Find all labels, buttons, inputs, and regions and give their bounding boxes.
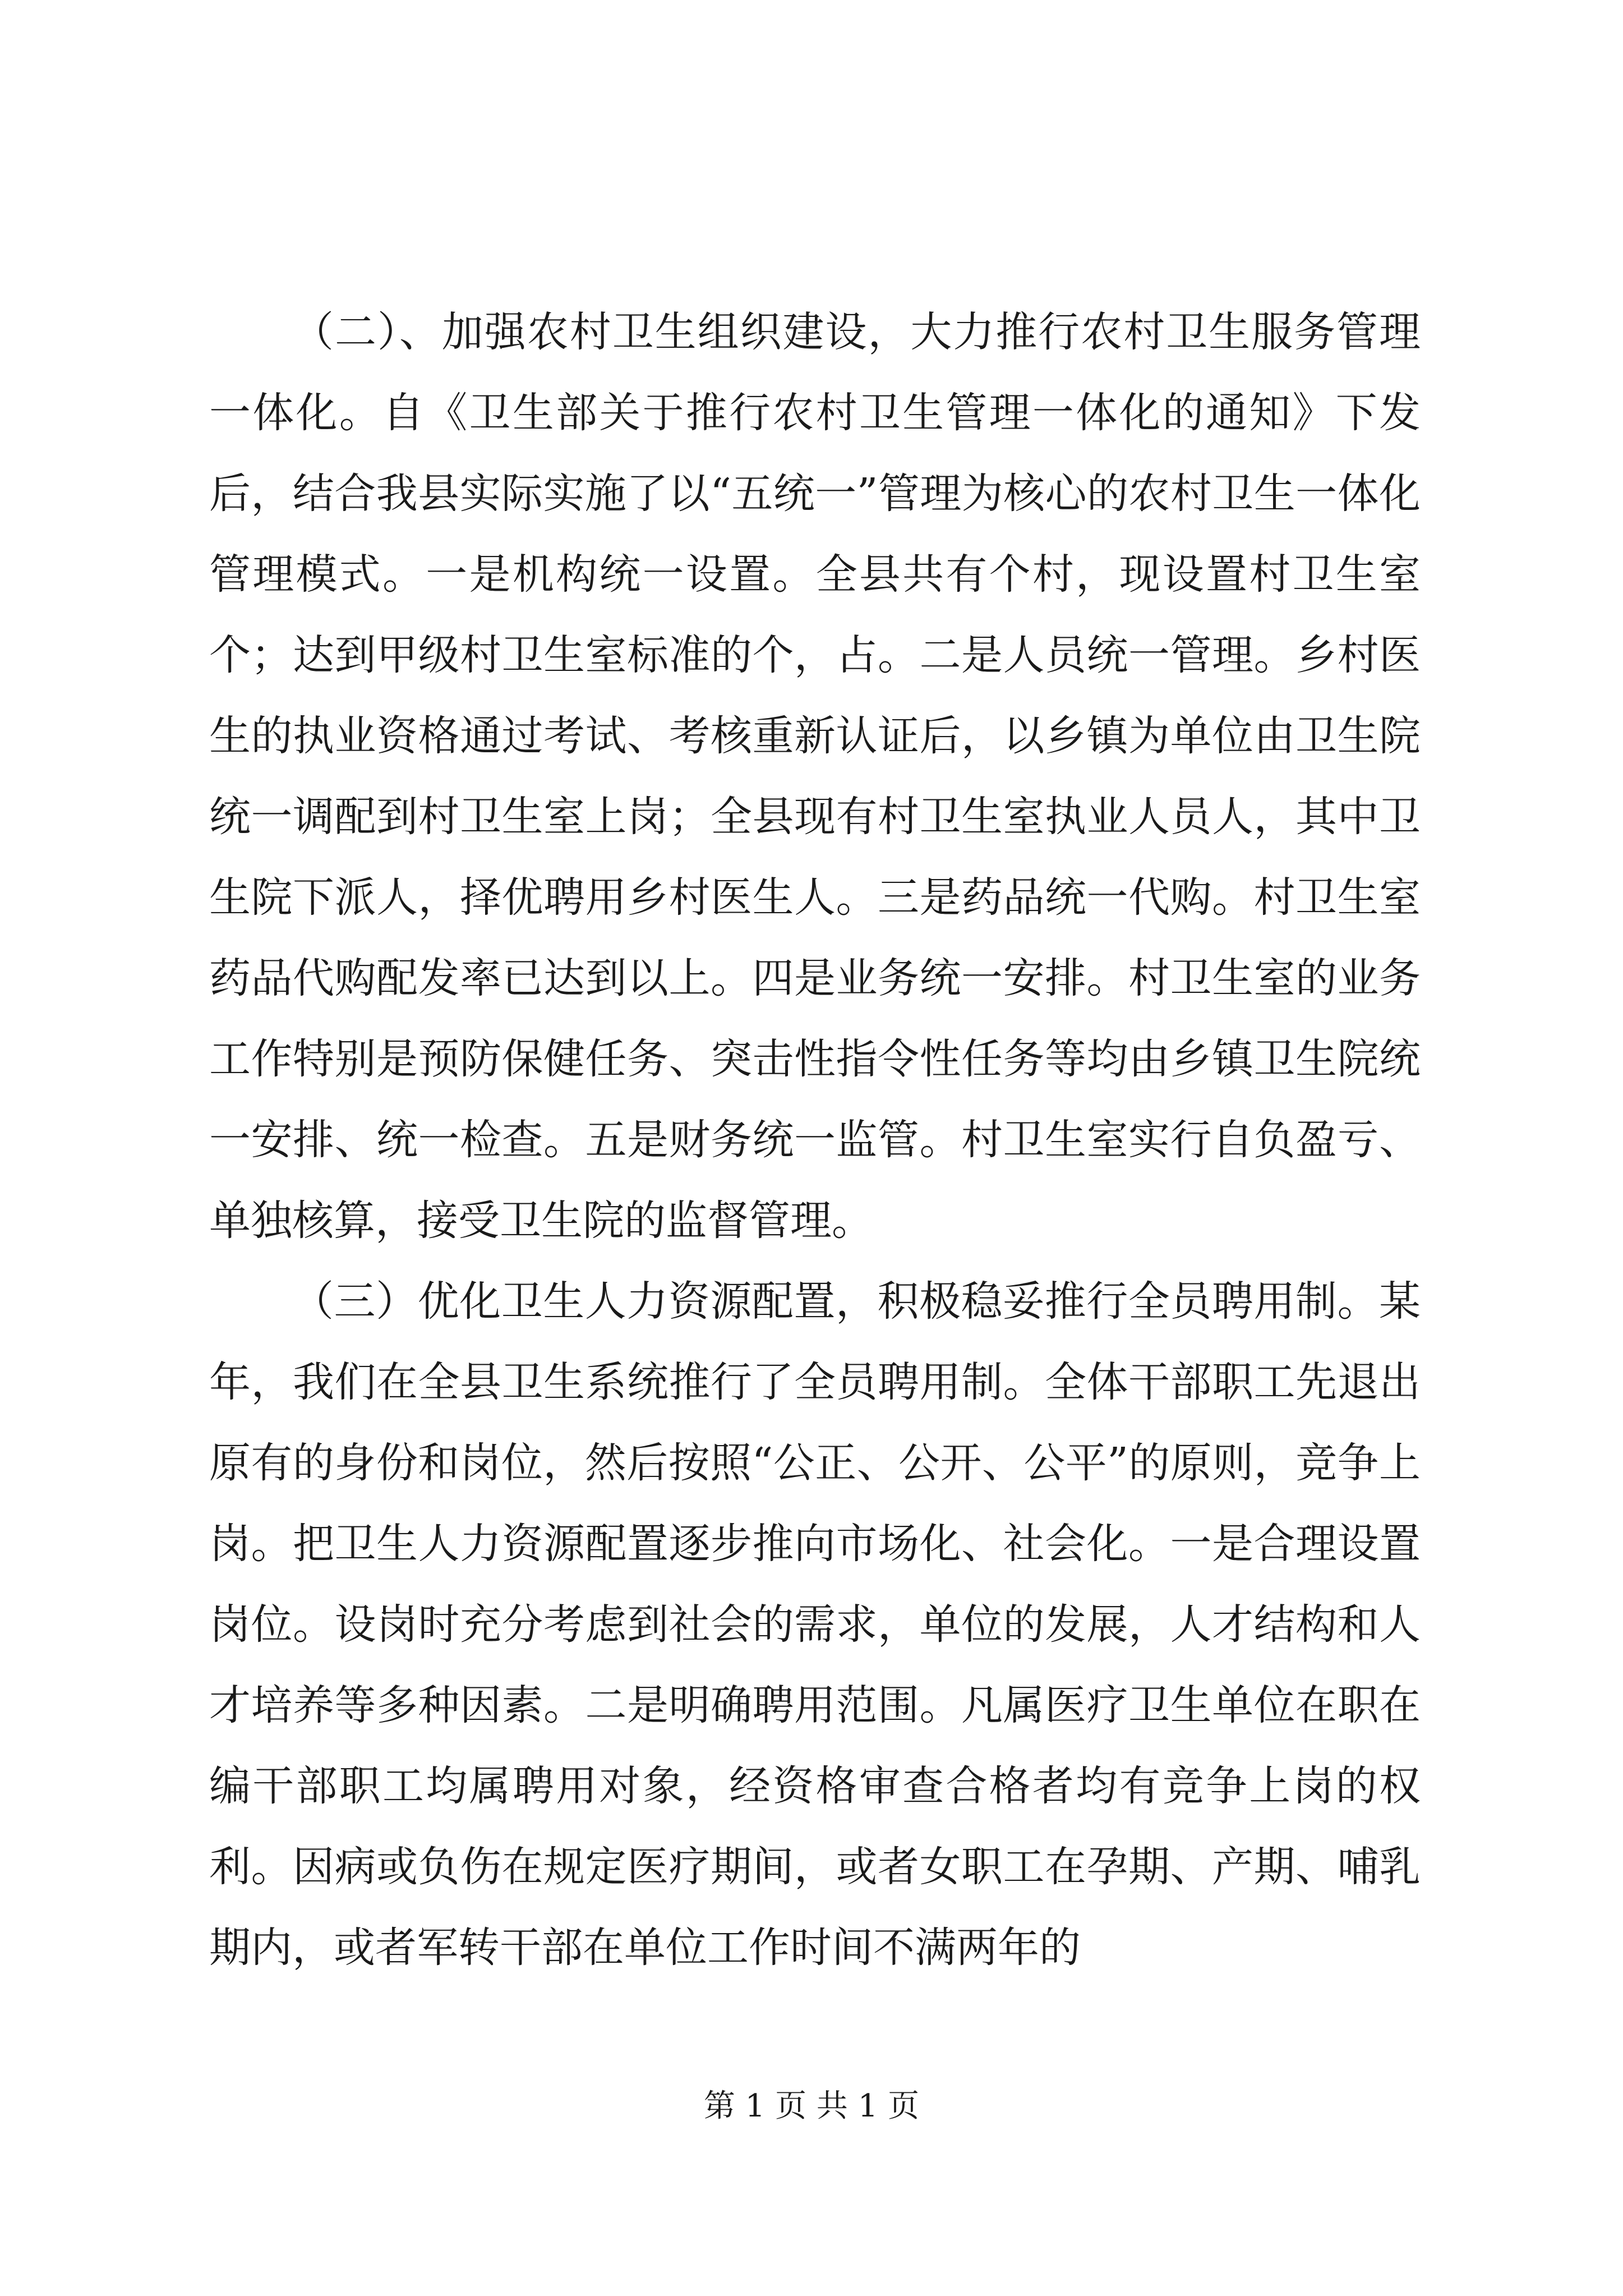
paragraph-2: （二）、加强农村卫生组织建设，大力推行农村卫生服务管理一体化。自《卫生部关于推行农村卫生管理一体化的通知》下发后，结合我县实际实施了以“五统一”管理为核心的农村卫生一体化管理模式。一是机构统一设置。全县共有个村，现设置村卫生室个；达到甲级村卫生室标准的个，占。二是人员统一管理。乡村医生的执业资格通过考试、考核重新认证后，以乡镇为单位由卫生院统一调配到村卫生室上岗；全县现有村卫生室执业人员人，其中卫生院下派人，择优聘用乡村医生人。三是药品统一代购。村卫生室药品代购配发率已达到以上。四是业务统一安排。村卫生室的业务工作特别是预防保健任务、突击性指令性任务等均由乡镇卫生院统一安排、统一检查。五是财务统一监管。村卫生室实行自负盈亏、单独核算，接受卫生院的监督管理。 (209, 308, 1421, 1245)
paragraph-3: （三）优化卫生人力资源配置，积极稳妥推行全员聘用制。某年，我们在全县卫生系统推行了全员聘用制。全体干部职工先退出原有的身份和岗位，然后按照“公正、公开、公平”的原则，竞争上岗。把卫生人力资源配置逐步推向市场化、社会化。一是合理设置岗位。设岗时充分考虑到社会的需求，单位的发展，人才结构和人才培养等多种因素。二是明确聘用范围。凡属医疗卫生单位在职在编干部职工均属聘用对象，经资格审查合格者均有竞争上岗的权利。因病或负伤在规定医疗期间，或者女职工在孕期、产期、哺乳期内，或者军转干部在单位工作时间不满两年的 (209, 1277, 1421, 1972)
document-body (209, 292, 1421, 1988)
page-footer: 第 1 页 共 1 页 (703, 2088, 920, 2124)
